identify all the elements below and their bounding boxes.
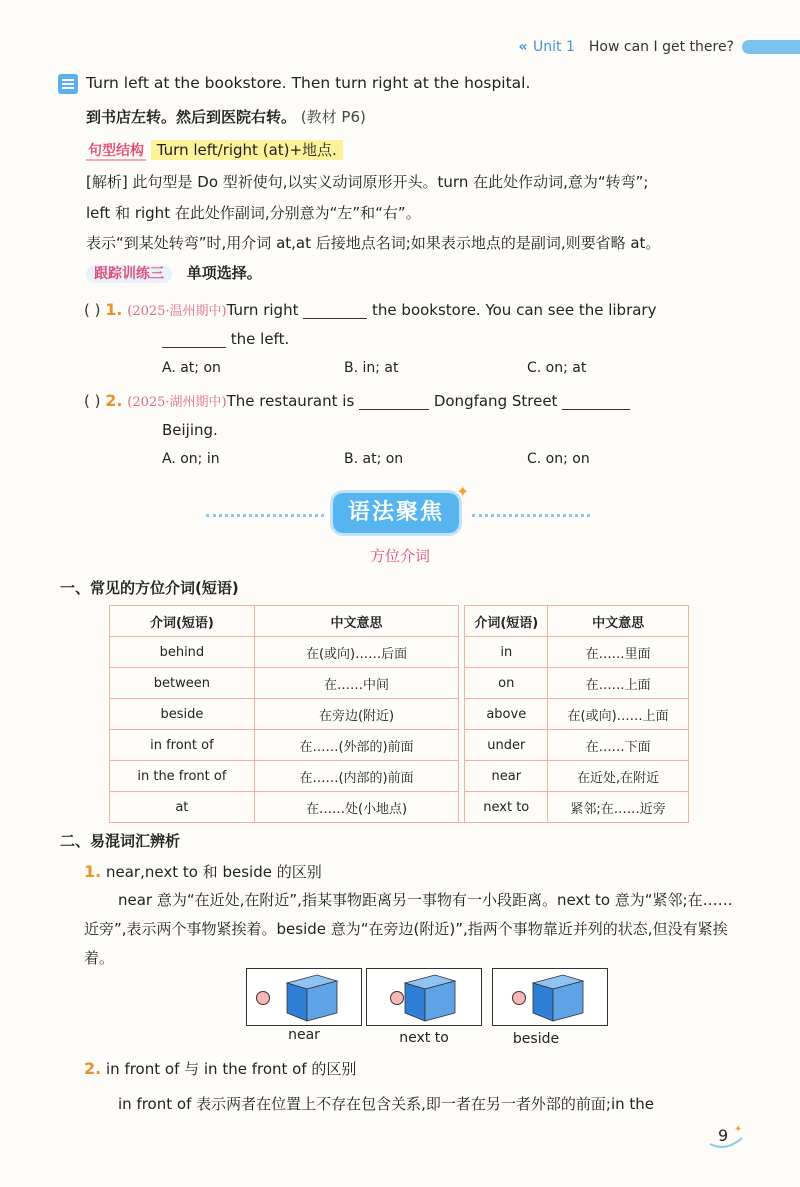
practice-title: 单项选择。 [186,264,262,282]
table-cell: in front of [110,730,255,761]
question-text: Turn right [226,301,299,319]
table-row [110,792,689,823]
header-bar [742,40,800,54]
cube-icon [283,969,343,1025]
analysis-line-2: left 和 right 在此处作副词,分别意为“左”和“右”。 [86,204,421,222]
picture-label: next to [399,1030,449,1046]
table-cell: between [110,668,255,699]
table-cell: 在(或向)……上面 [548,699,689,730]
question-text: Dongfang Street [433,392,558,410]
item-1-text: near 意为“在近处,在附近”,指某事物距离另一事物有一小段距离。next to 意为“紧邻;在……近旁”,表示两个事物紧挨着。beside 意为“在旁边(附近)”,指两个事物靠近并列的状态,但没有紧挨着。 [84,891,733,967]
analysis-line-3: 表示“到某处转弯”时,用介词 at,at 后接地点名词;如果表示地点的是副词,则要省略 at。 [86,234,661,252]
item-title: in front of 与 in the front of 的区别 [106,1060,357,1078]
beside-picture [492,968,608,1026]
table-cell: 在……处(小地点) [254,792,459,823]
item-title: near,next to 和 beside 的区别 [106,863,322,881]
page-number: 9 [718,1126,729,1145]
table-header: 中文意思 [548,606,689,637]
question-source: (2025·湖州期中) [127,395,227,410]
cube-icon [401,969,461,1025]
running-header [519,36,800,58]
table-header: 介词(短语) [110,606,255,637]
table-cell: above [465,699,548,730]
textbook-ref: (教材 P6) [300,108,366,126]
sparkle-icon: ✦ [456,482,470,501]
question-1 [84,300,656,319]
key-sentence-cn-text: 到书店左转。然后到医院右转。 [86,108,297,126]
answer-paren[interactable]: ( ) [84,301,101,319]
next-to-picture [366,968,482,1026]
question-1-cont [162,330,289,348]
question-2 [84,391,630,410]
table-cell: beside [110,699,255,730]
structure-pattern: Turn left/right (at)+地点. [151,140,343,160]
table-cell: 在……下面 [548,730,689,761]
option-c[interactable]: C. on; on [527,451,590,467]
option-a[interactable]: A. at; on [162,360,221,376]
grammar-focus-badge: 语法聚焦 [333,493,459,533]
table-cell: next to [465,792,548,823]
table-row [110,637,689,668]
table-header: 中文意思 [254,606,459,637]
table-cell: 在……中间 [254,668,459,699]
unit-title: How can I get there? [588,39,734,55]
table-cell: 紧邻;在……近旁 [548,792,689,823]
table-cell: 在旁边(附近) [254,699,459,730]
option-b[interactable]: B. in; at [344,360,399,376]
question-number: 2. [105,391,123,410]
question-text: The restaurant is [226,392,355,410]
practice-tag: 跟踪训练三 [86,265,172,283]
table-cell: 在……里面 [548,637,689,668]
picture-label: near [288,1027,320,1043]
option-b[interactable]: B. at; on [344,451,404,467]
structure-tag: 句型结构 [88,143,144,159]
table-cell: in [465,637,548,668]
table-cell: under [465,730,548,761]
question-number: 1. [105,300,123,319]
answer-blank[interactable] [359,393,429,410]
item-1-heading [84,861,322,882]
table-header-row [110,606,689,637]
sentence-list-icon [58,74,78,94]
option-a[interactable]: A. on; in [162,451,220,467]
answer-blank[interactable] [303,302,367,319]
table-row [110,761,689,792]
section-1-title: 一、常见的方位介词(短语) [60,579,239,597]
answer-blank[interactable] [562,393,630,410]
table-cell: at [110,792,255,823]
question-source: (2025·温州期中) [127,304,227,319]
analysis-text-1: 此句型是 Do 型祈使句,以实义动词原形开头。turn 在此处作动词,意为“转弯”; [132,173,649,191]
item-number: 1. [84,862,102,881]
structure-row [86,139,343,160]
practice-header [86,262,262,283]
near-picture [246,968,362,1026]
analysis-label: [解析] [86,173,128,191]
table-row [110,699,689,730]
key-sentence-en: Turn left at the bookstore. Then turn right at the hospital. [86,74,531,92]
item-2-text: in front of 表示两者在位置上不存在包含关系,即一者在另一者外部的前面;in the [118,1095,655,1113]
table-cell: 在……(外部的)前面 [254,730,459,761]
table-cell: behind [110,637,255,668]
item-2-heading [84,1058,356,1079]
double-chevron-left-icon: « [518,39,525,55]
svg-text:✦: ✦ [734,1124,743,1135]
table-row [110,730,689,761]
table-cell: on [465,668,548,699]
preposition-table [109,605,689,823]
table-cell: in the front of [110,761,255,792]
table-cell: 在近处,在附近 [548,761,689,792]
key-sentence-cn [86,106,366,127]
answer-blank[interactable] [162,331,226,348]
table-header: 介词(短语) [465,606,548,637]
cube-icon [529,969,589,1025]
grammar-subtitle: 方位介词 [369,547,430,565]
table-cell: 在……(内部的)前面 [254,761,459,792]
picture-label: beside [512,1031,560,1047]
table-row [110,668,689,699]
table-cell: near [465,761,548,792]
divider-dots-left [206,514,324,517]
question-2-cont: Beijing. [162,421,218,439]
item-number: 2. [84,1059,102,1078]
page-number-badge [706,1122,746,1152]
option-c[interactable]: C. on; at [527,360,587,376]
table-cell: 在(或向)……后面 [254,637,459,668]
question-text: the bookstore. You can see the library [372,301,657,319]
table-cell: 在……上面 [548,668,689,699]
answer-paren[interactable]: ( ) [84,392,101,410]
section-2-title: 二、易混词汇辨析 [60,832,181,850]
divider-dots-right [472,514,590,517]
question-text: the left. [230,330,290,348]
unit-label: « Unit 1 [518,39,575,55]
analysis-line-1 [86,171,648,192]
